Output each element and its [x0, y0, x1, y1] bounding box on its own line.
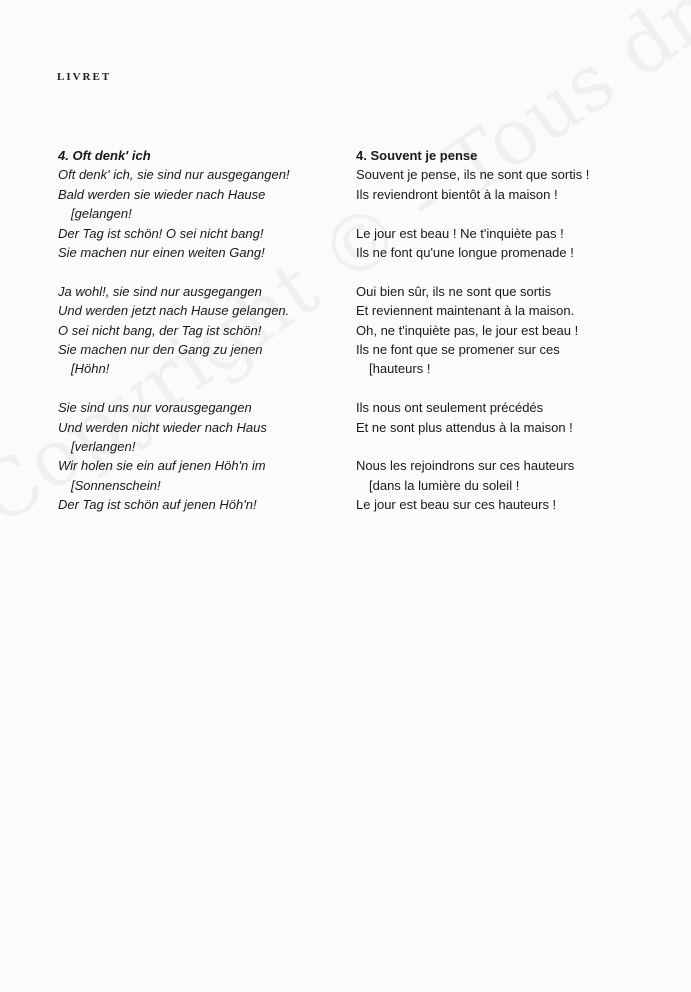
verse-line: Ja wohl!, sie sind nur ausgegangen — [58, 283, 262, 299]
french-stanza — [356, 456, 656, 514]
verse-line: Et reviennent maintenant à la maison. — [356, 303, 575, 319]
german-stanza — [58, 282, 343, 379]
verse-line: Sie sind uns nur vorausgegangen — [58, 400, 252, 416]
verse-line-continuation: [gelangen! — [71, 206, 132, 222]
verse-line-continuation: [Höhn! — [71, 361, 110, 377]
french-stanza — [356, 165, 656, 204]
verse-line: Et ne sont plus attendus à la maison ! — [356, 419, 573, 435]
verse-line-continuation: [verlangen! — [71, 439, 136, 455]
verse-line-continuation: [hauteurs ! — [369, 361, 431, 377]
page-header: LIVRET — [57, 71, 112, 83]
verse-line: Der Tag ist schön auf jenen Höh'n! — [58, 497, 257, 513]
verse-line: Oh, ne t'inquiète pas, le jour est beau ! — [356, 322, 579, 338]
verse-line-continuation: [Sonnenschein! — [71, 477, 161, 493]
german-stanza — [58, 398, 343, 514]
verse-line: Le jour est beau ! Ne t'inquiète pas ! — [356, 225, 564, 241]
verse-line: Le jour est beau sur ces hauteurs ! — [356, 497, 557, 513]
german-title: 4. Oft denk' ich — [58, 148, 151, 163]
verse-line: Oft denk' ich, sie sind nur ausgegangen! — [58, 167, 290, 183]
verse-line: Und werden jetzt nach Hause gelangen. — [58, 303, 290, 319]
french-stanza — [356, 224, 656, 263]
verse-line: Ils reviendront bientôt à la maison ! — [356, 186, 558, 202]
verse-line: Oui bien sûr, ils ne sont que sortis — [356, 283, 552, 299]
verse-line: Nous les rejoindrons sur ces hauteurs — [356, 458, 575, 474]
verse-line: Sie machen nur einen weiten Gang! — [58, 245, 265, 261]
verse-line: O sei nicht bang, der Tag ist schön! — [58, 322, 262, 338]
french-stanza — [356, 398, 656, 437]
verse-line: Und werden nicht wieder nach Haus — [58, 419, 267, 435]
verse-line-continuation: [dans la lumière du soleil ! — [369, 477, 520, 493]
verse-line: Bald werden sie wieder nach Hause — [58, 186, 266, 202]
verse-line: Der Tag ist schön! O sei nicht bang! — [58, 225, 264, 241]
french-stanza — [356, 282, 656, 379]
french-title: 4. Souvent je pense — [356, 148, 478, 163]
verse-line: Ils ne font que se promener sur ces — [356, 342, 560, 358]
verse-line: Sie machen nur den Gang zu jenen — [58, 342, 263, 358]
verse-line: Ils ne font qu'une longue promenade ! — [356, 245, 574, 261]
verse-line: Ils nous ont seulement précédés — [356, 400, 544, 416]
german-stanza — [58, 165, 343, 262]
german-text-column — [58, 146, 343, 515]
french-text-column — [356, 146, 656, 515]
verse-line: Souvent je pense, ils ne sont que sortis ! — [356, 167, 590, 183]
verse-line: Wir holen sie ein auf jenen Höh'n im — [58, 458, 266, 474]
